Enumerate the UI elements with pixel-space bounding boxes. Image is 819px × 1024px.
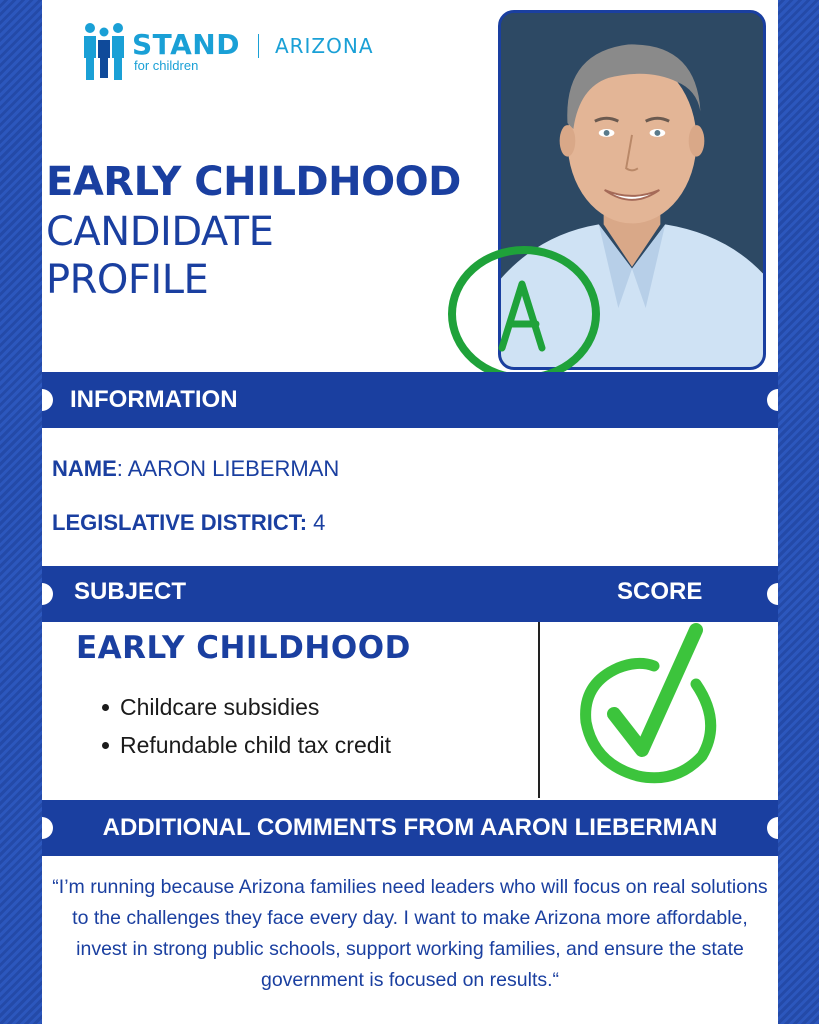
stand-logo bbox=[80, 20, 374, 84]
district-value: 4 bbox=[307, 510, 326, 535]
subject-header-label: SUBJECT bbox=[74, 578, 187, 605]
title-line-3: PROFILE bbox=[46, 257, 209, 303]
comments-header-label: ADDITIONAL COMMENTS FROM AARON LIEBERMAN bbox=[102, 814, 718, 841]
policy-list bbox=[102, 688, 391, 764]
subject-title: EARLY CHILDHOOD bbox=[76, 630, 411, 666]
district-label: LEGISLATIVE DISTRICT: bbox=[52, 510, 308, 535]
green-checkmark-icon bbox=[572, 622, 732, 786]
information-header-label: INFORMATION bbox=[70, 386, 238, 413]
candidate-profile-card bbox=[42, 0, 778, 1024]
grade-a-stamp-icon bbox=[446, 244, 602, 384]
right-border-pattern bbox=[777, 0, 819, 1024]
left-border-pattern bbox=[0, 0, 42, 1024]
subject-score-header bbox=[42, 566, 778, 622]
title-line-1: EARLY CHILDHOOD bbox=[46, 159, 461, 205]
column-divider bbox=[538, 622, 540, 798]
logo-divider bbox=[258, 34, 259, 58]
page-title bbox=[46, 156, 461, 304]
logo-name: STAND bbox=[132, 28, 240, 61]
family-figures-icon bbox=[80, 20, 128, 84]
candidate-name-row bbox=[52, 456, 339, 482]
logo-state: ARIZONA bbox=[274, 34, 374, 58]
candidate-quote: “I’m running because Arizona families need leaders who will focus on real solutions to the challenges they face every day. I want to make Arizona more affordable, invest in strong public schools, support working families, and ensure the state government is focused on results.“ bbox=[52, 876, 768, 991]
list-item: Refundable child tax credit bbox=[102, 726, 391, 764]
list-item: Childcare subsidies bbox=[102, 688, 391, 726]
logo-tagline: for children bbox=[134, 58, 199, 73]
district-row bbox=[52, 510, 325, 536]
comments-header bbox=[42, 800, 778, 856]
score-header-label: SCORE bbox=[617, 578, 703, 605]
name-label: NAME bbox=[52, 456, 117, 481]
name-value: : AARON LIEBERMAN bbox=[116, 456, 340, 481]
information-header bbox=[42, 372, 778, 428]
title-line-2: CANDIDATE bbox=[46, 209, 274, 255]
logo-wordmark bbox=[132, 28, 240, 73]
